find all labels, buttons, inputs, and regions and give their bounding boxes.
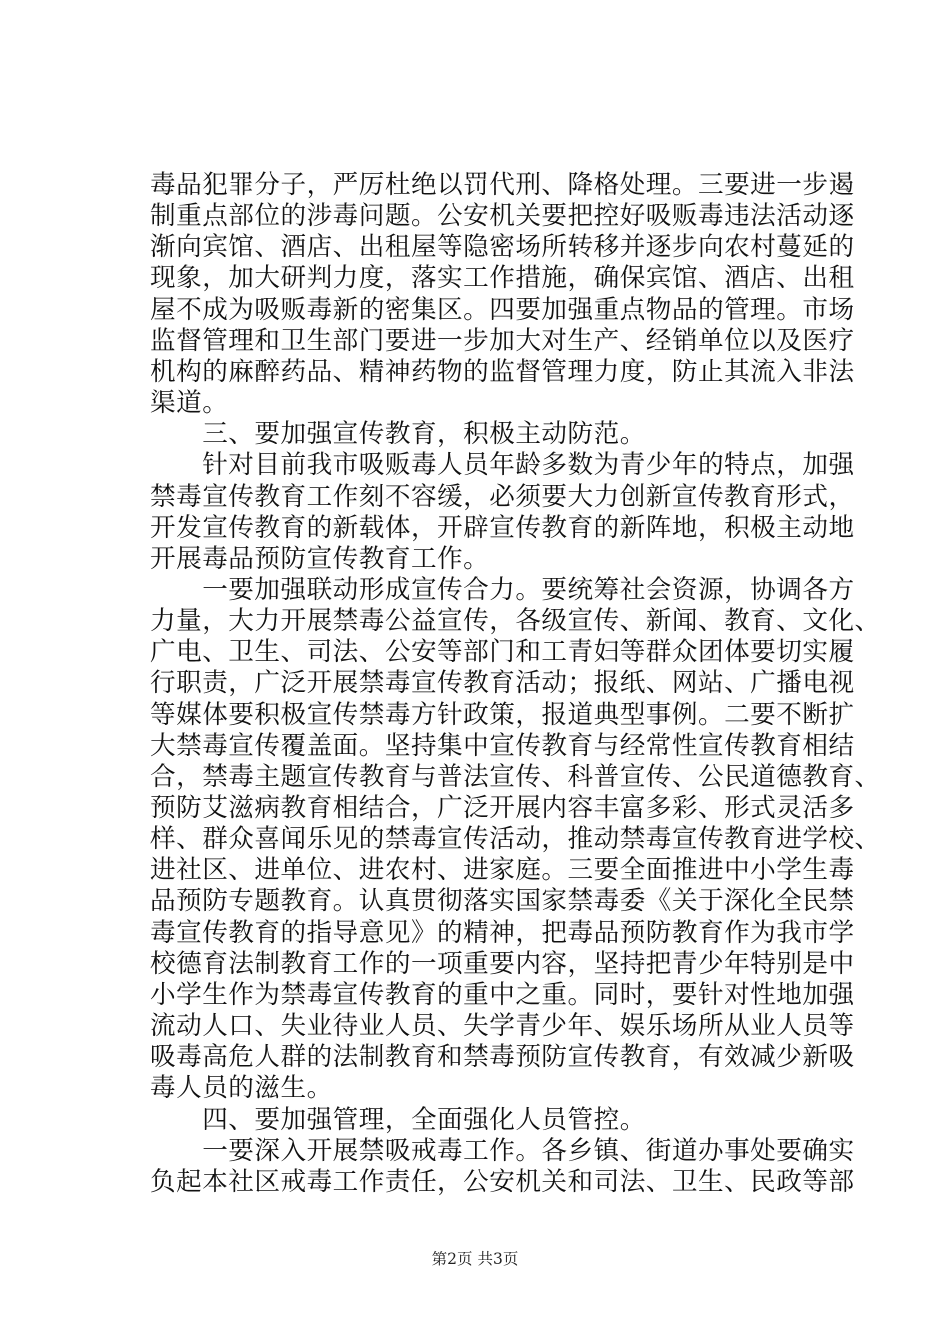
text-line: 开发宣传教育的新载体，开辟宣传教育的新阵地，积极主动地 xyxy=(150,512,855,543)
text-line: 校德育法制教育工作的一项重要内容，坚持把青少年特别是中 xyxy=(150,948,855,979)
text-line: 力量，大力开展禁毒公益宣传，各级宣传、新闻、教育、文化、 xyxy=(150,606,881,637)
text-line: 禁毒宣传教育工作刻不容缓，必须要大力创新宣传教育形式， xyxy=(150,481,855,512)
text-line: 毒人员的滋生。 xyxy=(150,1073,333,1104)
text-line: 毒品犯罪分子，严厉杜绝以罚代刑、降格处理。三要进一步遏 xyxy=(150,170,855,200)
text-line: 开展毒品预防宣传教育工作。 xyxy=(150,543,490,574)
text-line: 屋不成为吸贩毒新的密集区。四要加强重点物品的管理。市场 xyxy=(150,294,855,325)
page-footer: 第2页 共3页 xyxy=(431,1250,519,1268)
text-line: 样、群众喜闻乐见的禁毒宣传活动，推动禁毒宣传教育进学校、 xyxy=(150,824,881,855)
text-line: 一要深入开展禁吸戒毒工作。各乡镇、街道办事处要确实 xyxy=(150,1135,855,1166)
text-line: 三、要加强宣传教育，积极主动防范。 xyxy=(150,419,646,450)
text-line: 品预防专题教育。认真贯彻落实国家禁毒委《关于深化全民禁 xyxy=(150,886,855,917)
text-line: 制重点部位的涉毒问题。公安机关要把控好吸贩毒违法活动逐 xyxy=(150,201,855,232)
text-line: 负起本社区戒毒工作责任，公安机关和司法、卫生、民政等部 xyxy=(150,1166,855,1197)
text-line: 大禁毒宣传覆盖面。坚持集中宣传教育与经常性宣传教育相结 xyxy=(150,730,855,761)
text-line: 合，禁毒主题宣传教育与普法宣传、科普宣传、公民道德教育、 xyxy=(150,761,881,792)
text-line: 行职责，广泛开展禁毒宣传教育活动；报纸、网站、广播电视 xyxy=(150,668,855,699)
text-line: 等媒体要积极宣传禁毒方针政策，报道典型事例。二要不断扩 xyxy=(150,699,855,730)
text-line: 广电、卫生、司法、公安等部门和工青妇等群众团体要切实履 xyxy=(150,637,855,668)
text-line: 流动人口、失业待业人员、失学青少年、娱乐场所从业人员等 xyxy=(150,1011,855,1042)
text-line: 吸毒高危人群的法制教育和禁毒预防宣传教育，有效减少新吸 xyxy=(150,1042,855,1073)
text-line: 现象，加大研判力度，落实工作措施，确保宾馆、酒店、出租 xyxy=(150,263,855,294)
text-line: 监督管理和卫生部门要进一步加大对生产、经销单位以及医疗 xyxy=(150,325,855,356)
text-line: 小学生作为禁毒宣传教育的重中之重。同时，要针对性地加强 xyxy=(150,979,855,1010)
text-line: 针对目前我市吸贩毒人员年龄多数为青少年的特点，加强 xyxy=(150,450,855,481)
text-line: 渠道。 xyxy=(150,388,229,419)
text-line: 预防艾滋病教育相结合，广泛开展内容丰富多彩、形式灵活多 xyxy=(150,793,855,823)
text-line: 一要加强联动形成宣传合力。要统筹社会资源，协调各方 xyxy=(150,574,855,605)
text-line: 四、要加强管理，全面强化人员管控。 xyxy=(150,1104,646,1135)
text-line: 进社区、进单位、进农村、进家庭。三要全面推进中小学生毒 xyxy=(150,855,855,886)
text-line: 毒宣传教育的指导意见》的精神，把毒品预防教育作为我市学 xyxy=(150,917,855,948)
text-line: 渐向宾馆、酒店、出租屋等隐密场所转移并逐步向农村蔓延的 xyxy=(150,232,855,263)
text-line: 机构的麻醉药品、精神药物的监督管理力度，防止其流入非法 xyxy=(150,356,855,387)
